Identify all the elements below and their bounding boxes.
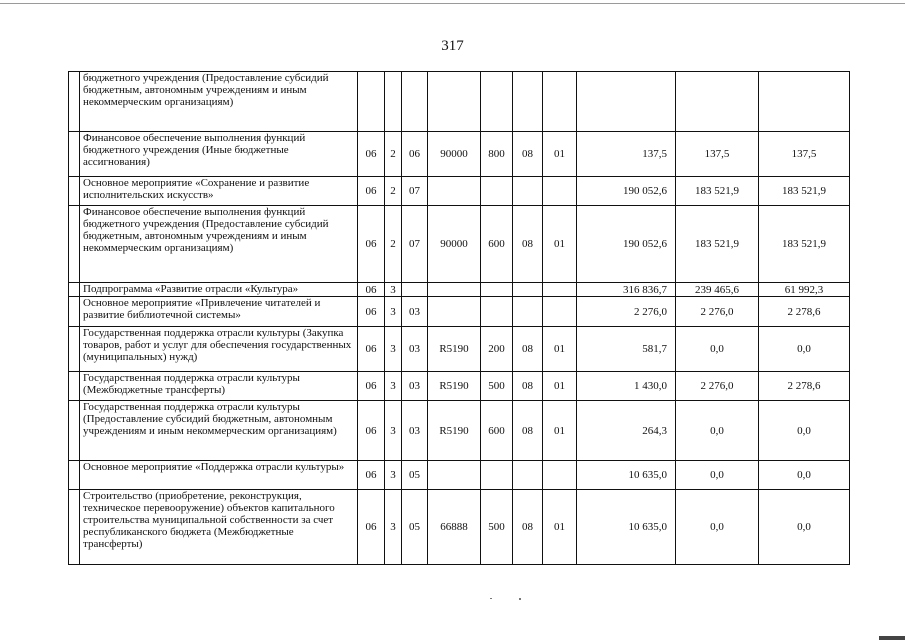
row-number-cell	[69, 132, 80, 177]
amount-cell: 0,0	[676, 327, 759, 372]
code-cell: 06	[358, 177, 385, 206]
code-cell: 06	[358, 297, 385, 327]
code-cell: 01	[543, 490, 577, 565]
amount-cell: 183 521,9	[759, 177, 850, 206]
row-name: Основное мероприятие «Сохранение и развитие исполнительских искусств»	[80, 177, 358, 206]
table-row	[69, 177, 850, 206]
table-row	[69, 72, 850, 132]
code-cell	[481, 297, 513, 327]
amount-cell: 0,0	[759, 461, 850, 490]
amount-cell: 264,3	[577, 401, 676, 461]
amount-cell: 2 278,6	[759, 372, 850, 401]
table-row	[69, 327, 850, 372]
row-number-cell	[69, 461, 80, 490]
table-row	[69, 401, 850, 461]
code-cell: 01	[543, 132, 577, 177]
table-row	[69, 490, 850, 565]
code-cell	[428, 461, 481, 490]
amount-cell: 10 635,0	[577, 490, 676, 565]
row-name: бюджетного учреждения (Предоставление субсидий бюджетным, автономным учреждениям и иным некоммерческим организациям)	[80, 72, 358, 132]
code-cell	[358, 72, 385, 132]
amount-cell: 0,0	[759, 401, 850, 461]
amount-cell: 0,0	[676, 461, 759, 490]
code-cell	[543, 72, 577, 132]
code-cell	[402, 283, 428, 297]
code-cell: 01	[543, 206, 577, 283]
code-cell: 06	[402, 132, 428, 177]
table-row	[69, 372, 850, 401]
code-cell	[428, 283, 481, 297]
scan-corner-mark	[879, 636, 905, 640]
code-cell: 3	[385, 401, 402, 461]
code-cell: 66888	[428, 490, 481, 565]
code-cell: R5190	[428, 401, 481, 461]
scan-speck	[490, 598, 492, 599]
code-cell: 06	[358, 461, 385, 490]
table-row	[69, 461, 850, 490]
row-number-cell	[69, 177, 80, 206]
code-cell	[481, 461, 513, 490]
code-cell: 05	[402, 490, 428, 565]
amount-cell	[759, 72, 850, 132]
row-number-cell	[69, 372, 80, 401]
code-cell: 01	[543, 372, 577, 401]
row-name: Подпрограмма «Развитие отрасли «Культура»	[80, 283, 358, 297]
table-row	[69, 132, 850, 177]
amount-cell	[577, 72, 676, 132]
amount-cell: 0,0	[676, 490, 759, 565]
row-number-cell	[69, 401, 80, 461]
code-cell	[513, 297, 543, 327]
code-cell	[428, 72, 481, 132]
code-cell: 3	[385, 461, 402, 490]
code-cell: 08	[513, 490, 543, 565]
code-cell: 3	[385, 327, 402, 372]
code-cell: 07	[402, 177, 428, 206]
row-name: Финансовое обеспечение выполнения функций бюджетного учреждения (Предоставление субсидий бюджетным, автономным учреждениям и иным некоммерческим организациям)	[80, 206, 358, 283]
table-row	[69, 297, 850, 327]
amount-cell: 2 276,0	[577, 297, 676, 327]
page-number: 317	[441, 38, 464, 54]
code-cell: R5190	[428, 372, 481, 401]
amount-cell: 10 635,0	[577, 461, 676, 490]
code-cell: 06	[358, 206, 385, 283]
code-cell	[543, 177, 577, 206]
row-name: Государственная поддержка отрасли культуры (Закупка товаров, работ и услуг для обеспечения государственных (муниципальных) нужд)	[80, 327, 358, 372]
code-cell: 05	[402, 461, 428, 490]
code-cell: R5190	[428, 327, 481, 372]
amount-cell: 183 521,9	[676, 206, 759, 283]
code-cell	[428, 297, 481, 327]
code-cell	[481, 283, 513, 297]
amount-cell: 2 278,6	[759, 297, 850, 327]
code-cell: 06	[358, 327, 385, 372]
code-cell: 08	[513, 206, 543, 283]
code-cell: 90000	[428, 132, 481, 177]
amount-cell: 190 052,6	[577, 177, 676, 206]
code-cell: 2	[385, 177, 402, 206]
amount-cell: 137,5	[676, 132, 759, 177]
amount-cell: 316 836,7	[577, 283, 676, 297]
scan-speck	[519, 598, 521, 600]
row-number-cell	[69, 297, 80, 327]
row-name: Основное мероприятие «Поддержка отрасли культуры»	[80, 461, 358, 490]
row-number-cell	[69, 327, 80, 372]
code-cell: 3	[385, 372, 402, 401]
table-body	[69, 72, 850, 565]
table-row	[69, 283, 850, 297]
code-cell: 06	[358, 490, 385, 565]
amount-cell: 2 276,0	[676, 297, 759, 327]
row-number-cell	[69, 283, 80, 297]
amount-cell: 183 521,9	[676, 177, 759, 206]
code-cell	[543, 461, 577, 490]
code-cell: 08	[513, 372, 543, 401]
amount-cell: 0,0	[759, 327, 850, 372]
amount-cell: 2 276,0	[676, 372, 759, 401]
code-cell	[543, 283, 577, 297]
code-cell: 3	[385, 490, 402, 565]
amount-cell: 239 465,6	[676, 283, 759, 297]
row-number-cell	[69, 490, 80, 565]
code-cell: 08	[513, 132, 543, 177]
code-cell: 03	[402, 297, 428, 327]
code-cell: 06	[358, 132, 385, 177]
code-cell	[402, 72, 428, 132]
code-cell: 03	[402, 372, 428, 401]
code-cell: 3	[385, 297, 402, 327]
code-cell: 3	[385, 283, 402, 297]
row-name: Государственная поддержка отрасли культуры (Предоставление субсидий бюджетным, автономным учреждениям и иным некоммерческим организациям)	[80, 401, 358, 461]
code-cell	[385, 72, 402, 132]
row-number-cell	[69, 72, 80, 132]
amount-cell: 0,0	[676, 401, 759, 461]
code-cell: 2	[385, 132, 402, 177]
code-cell: 06	[358, 401, 385, 461]
code-cell	[543, 297, 577, 327]
amount-cell: 581,7	[577, 327, 676, 372]
code-cell	[513, 177, 543, 206]
code-cell: 08	[513, 401, 543, 461]
amount-cell: 190 052,6	[577, 206, 676, 283]
amount-cell: 61 992,3	[759, 283, 850, 297]
code-cell: 2	[385, 206, 402, 283]
row-name: Государственная поддержка отрасли культуры (Межбюджетные трансферты)	[80, 372, 358, 401]
row-name: Основное мероприятие «Привлечение читателей и развитие библиотечной системы»	[80, 297, 358, 327]
top-border-line	[0, 3, 905, 4]
code-cell: 200	[481, 327, 513, 372]
code-cell	[513, 283, 543, 297]
code-cell	[481, 177, 513, 206]
code-cell: 06	[358, 372, 385, 401]
amount-cell: 137,5	[577, 132, 676, 177]
table-row	[69, 206, 850, 283]
code-cell: 08	[513, 327, 543, 372]
code-cell	[513, 72, 543, 132]
row-name: Строительство (приобретение, реконструкция, техническое перевооружение) объектов капитального строительства муниципальной собственности за счет республиканского бюджета (Межбюджетные трансферты)	[80, 490, 358, 565]
code-cell: 500	[481, 490, 513, 565]
budget-table	[68, 71, 850, 565]
amount-cell: 137,5	[759, 132, 850, 177]
row-number-cell	[69, 206, 80, 283]
amount-cell	[676, 72, 759, 132]
code-cell: 01	[543, 401, 577, 461]
code-cell: 03	[402, 327, 428, 372]
code-cell: 800	[481, 132, 513, 177]
row-name: Финансовое обеспечение выполнения функций бюджетного учреждения (Иные бюджетные ассигнования)	[80, 132, 358, 177]
code-cell: 03	[402, 401, 428, 461]
code-cell	[428, 177, 481, 206]
amount-cell: 183 521,9	[759, 206, 850, 283]
code-cell: 06	[358, 283, 385, 297]
code-cell: 07	[402, 206, 428, 283]
code-cell	[481, 72, 513, 132]
code-cell: 500	[481, 372, 513, 401]
code-cell: 600	[481, 401, 513, 461]
code-cell: 01	[543, 327, 577, 372]
code-cell: 90000	[428, 206, 481, 283]
amount-cell: 0,0	[759, 490, 850, 565]
code-cell	[513, 461, 543, 490]
amount-cell: 1 430,0	[577, 372, 676, 401]
code-cell: 600	[481, 206, 513, 283]
